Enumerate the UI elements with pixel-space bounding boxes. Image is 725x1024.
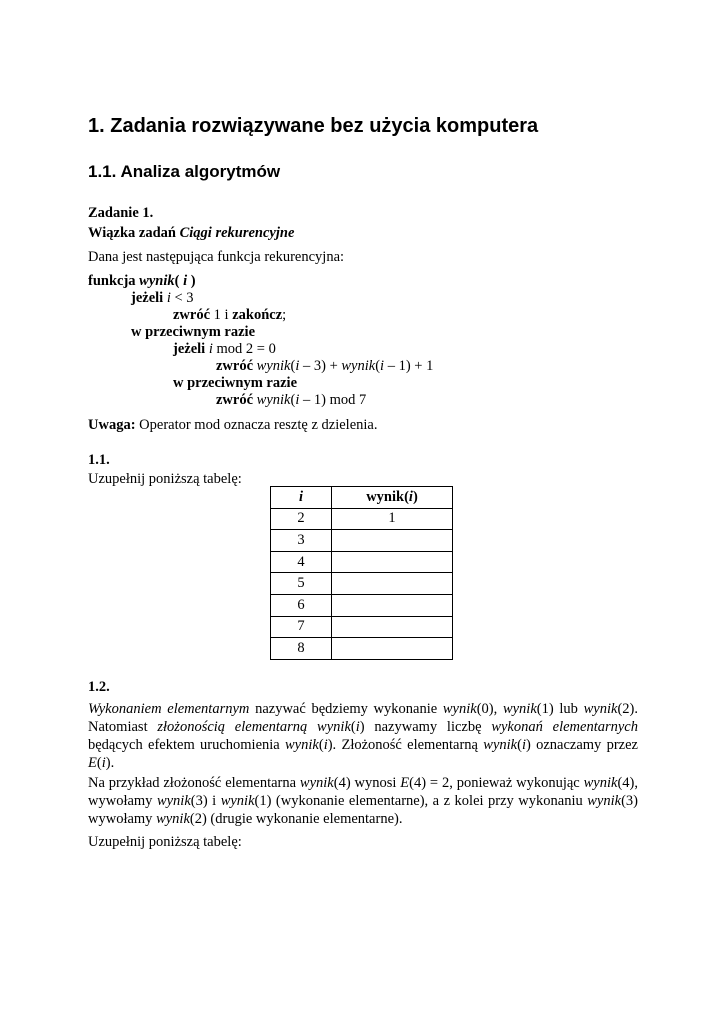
bundle-prefix: Wiązka zadań [88, 225, 180, 241]
code-line-5 [173, 340, 276, 358]
text: ( [318, 737, 324, 753]
table-header-row [271, 487, 453, 509]
table-row [271, 508, 453, 530]
text: (4) wynosi [333, 775, 401, 791]
note-label: Uwaga: [88, 417, 136, 433]
fn-call: wynik [502, 701, 537, 717]
cell-wynik[interactable] [332, 573, 453, 595]
paragraph-line [88, 718, 638, 736]
text: (4), [617, 775, 638, 791]
table-row [271, 594, 453, 616]
code-line-4: w przeciwnym razie [131, 324, 256, 340]
code-line-8 [216, 391, 366, 409]
paragraph-line [88, 792, 638, 810]
text: nazywać będziemy wykonanie [249, 701, 443, 717]
definition-paragraph [88, 700, 638, 772]
fn-call: wynik [587, 793, 622, 809]
chapter-heading: 1. Zadania rozwiązywane bez użycia komputera [88, 115, 539, 137]
code-line-3 [173, 306, 286, 324]
fn-call: wynik [156, 793, 191, 809]
task-bundle [88, 224, 294, 242]
paragraph-line [88, 774, 638, 792]
fn-call: wynik [583, 701, 618, 717]
var-i: i [355, 719, 360, 735]
fn-call: wynik [442, 701, 477, 717]
fn-call: wynik [341, 358, 376, 374]
text: wywołamy [88, 811, 157, 827]
condition: mod 2 = 0 [212, 341, 276, 357]
subtask-1-instruction: Uzupełnij poniższą tabelę: [88, 471, 242, 487]
term: Wykonaniem elementarnym [88, 701, 250, 717]
cell-wynik[interactable] [332, 638, 453, 660]
var-i: i [166, 290, 171, 306]
paren: ( [290, 358, 296, 374]
cell-i: 4 [271, 551, 332, 573]
code-line-2 [131, 289, 194, 307]
cell-i: 8 [271, 638, 332, 660]
cell-wynik[interactable] [332, 551, 453, 573]
kw-jezeli: jeżeli [131, 290, 167, 306]
text: ) oznaczamy przez [525, 737, 638, 753]
expr: – 3) + [299, 358, 342, 374]
cell-i: 7 [271, 616, 332, 638]
text: ( [96, 755, 102, 771]
var-i: i [323, 737, 328, 753]
paren: ( [174, 273, 184, 289]
text: Natomiast [88, 719, 158, 735]
fn-E: E [88, 755, 97, 771]
text: (1) (wykonanie elementarne), a z kolei przy wykonaniu [254, 793, 588, 809]
paragraph-line [88, 754, 638, 772]
fn-call: wynik [220, 793, 255, 809]
var-i: i [295, 392, 300, 408]
semicolon: ; [282, 307, 287, 323]
text: wywołamy [88, 793, 157, 809]
section-heading: 1.1. Analiza algorytmów [88, 162, 281, 181]
fn-name: wynik [139, 273, 175, 289]
var-i: i [295, 358, 300, 374]
cell-i: 6 [271, 594, 332, 616]
subtask-1-title: 1.1. [88, 452, 110, 468]
text: (0), [476, 701, 503, 717]
subtask-2-title: 1.2. [88, 679, 110, 695]
text: (3) [621, 793, 638, 809]
fn-call: wynik [285, 737, 319, 753]
value: 1 i [210, 307, 233, 323]
cell-wynik[interactable]: 1 [332, 508, 453, 530]
text: (4) = 2, ponieważ wykonując [409, 775, 584, 791]
task-title: Zadanie 1. [88, 205, 154, 221]
code-line-1 [88, 272, 196, 290]
fn-call: wynik [156, 811, 190, 827]
var-i: i [101, 755, 106, 771]
paren: ) [187, 273, 196, 289]
task-intro: Dana jest następująca funkcja rekurencyjna: [88, 249, 345, 265]
header-wynik-arg: i [408, 488, 413, 505]
fn-call: wynik [299, 775, 334, 791]
bundle-name: Ciągi rekurencyjne [179, 225, 295, 241]
text: ( [517, 737, 522, 753]
fn-call: wynik [256, 392, 291, 408]
table-row [271, 573, 453, 595]
text: ( [350, 719, 356, 735]
header-wynik [332, 487, 453, 509]
arg: i [183, 273, 188, 289]
cell-wynik[interactable] [332, 616, 453, 638]
code-line-7: w przeciwnym razie [173, 375, 298, 391]
fn-call: wynik [256, 358, 291, 374]
var-i: i [521, 737, 526, 753]
paren: ( [290, 392, 296, 408]
paren: ( [375, 358, 381, 374]
text: ). [105, 755, 115, 771]
term: wykonań elementarnych [491, 719, 638, 735]
table-row [271, 638, 453, 660]
text: Na przykład złożoność elementarna [88, 775, 300, 791]
fn-call: wynik [583, 775, 618, 791]
text: (1) lub [536, 701, 584, 717]
table-row [271, 616, 453, 638]
text: (2). [617, 701, 638, 717]
kw-jezeli: jeżeli [173, 341, 209, 357]
subtask-2-instruction: Uzupełnij poniższą tabelę: [88, 834, 242, 850]
kw-zwroc: zwróć [216, 358, 257, 374]
kw-zakoncz: zakończ [232, 307, 283, 323]
note-text: Operator mod oznacza resztę z dzielenia. [135, 417, 378, 433]
text: ). Złożoność elementarną [327, 737, 484, 753]
paragraph-line [88, 700, 638, 718]
result-table [270, 486, 453, 660]
condition: < 3 [170, 290, 194, 306]
text: będących efektem uruchomienia [88, 737, 286, 753]
paragraph-line [88, 736, 638, 754]
paragraph-line [88, 810, 638, 828]
kw-funkcja: funkcja [88, 273, 140, 289]
header-wynik-label: wynik( [366, 488, 409, 505]
text: ) nazywamy liczbę [359, 719, 492, 735]
note [88, 416, 377, 434]
var-i: i [380, 358, 385, 374]
kw-zwroc: zwróć [173, 307, 211, 323]
kw-zwroc: zwróć [216, 392, 257, 408]
var-i: i [208, 341, 213, 357]
fn-call: wynik [483, 737, 518, 753]
header-wynik-close: ) [412, 488, 418, 505]
example-paragraph [88, 774, 638, 828]
code-line-6 [216, 357, 433, 375]
cell-wynik[interactable] [332, 594, 453, 616]
table-row [271, 551, 453, 573]
term: złożonością elementarną wynik [157, 719, 351, 735]
header-i [271, 487, 332, 509]
header-i-label: i [298, 488, 304, 505]
text: (2) (drugie wykonanie elementarne). [189, 811, 403, 827]
text: (3) i [190, 793, 221, 809]
cell-i: 3 [271, 530, 332, 552]
cell-wynik[interactable] [332, 530, 453, 552]
cell-i: 2 [271, 508, 332, 530]
table-row [271, 530, 453, 552]
cell-i: 5 [271, 573, 332, 595]
expr: – 1) + 1 [384, 358, 434, 374]
fn-E: E [400, 775, 410, 791]
expr: – 1) mod 7 [299, 392, 367, 408]
